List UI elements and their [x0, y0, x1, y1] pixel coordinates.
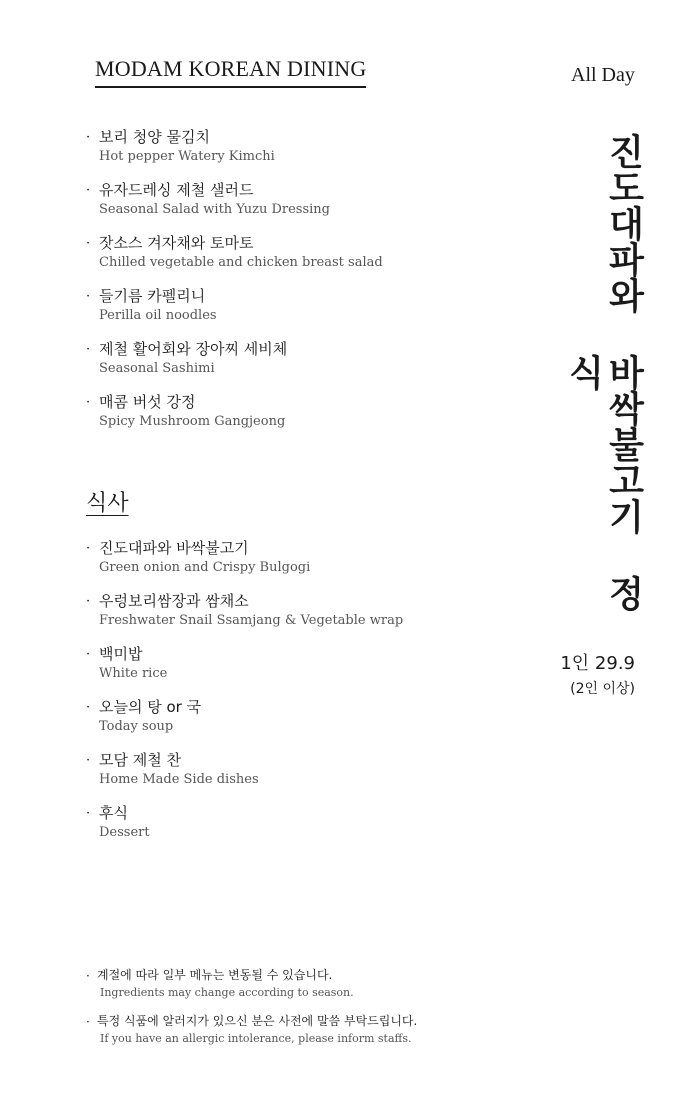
bullet: ·	[86, 1015, 90, 1029]
dish-name-en: Dessert	[99, 825, 150, 840]
list-item	[86, 127, 486, 180]
dish-name-en: Chilled vegetable and chicken breast salad	[99, 255, 383, 270]
dish-name-ko: 들기름 카펠리니	[99, 287, 206, 305]
list-item	[86, 538, 486, 591]
dish-name-en: Spicy Mushroom Gangjeong	[99, 414, 286, 429]
list-item	[86, 392, 486, 445]
starters-list	[86, 127, 486, 445]
meal-list	[86, 538, 486, 856]
list-item	[86, 339, 486, 392]
dish-name-ko: 유자드레싱 제철 샐러드	[99, 181, 254, 199]
bullet: ·	[86, 342, 91, 357]
bullet: ·	[86, 183, 91, 198]
dish-name-en: Green onion and Crispy Bulgogi	[99, 560, 311, 575]
note-ko: 특정 식품에 알러지가 있으신 분은 사전에 말씀 부탁드립니다.	[97, 1014, 418, 1028]
dish-name-ko: 매콤 버섯 강정	[99, 393, 196, 411]
list-item	[86, 750, 486, 803]
dish-name-ko: 모담 제철 찬	[99, 751, 181, 769]
set-menu-title: 진도대파와 바싹불고기 정식	[563, 133, 644, 611]
note-en: If you have an allergic intolerance, please inform staffs.	[100, 1032, 412, 1045]
price-per-person: 1인 29.9	[560, 653, 635, 674]
dish-name-en: Seasonal Sashimi	[99, 361, 215, 376]
dish-name-ko: 제철 활어회와 장아찌 세비체	[99, 340, 288, 358]
dish-name-en: Perilla oil noodles	[99, 308, 217, 323]
dish-name-en: White rice	[99, 666, 168, 681]
dish-name-en: Today soup	[99, 719, 174, 734]
list-item	[86, 697, 486, 750]
restaurant-name: MODAM KOREAN DINING	[95, 56, 366, 88]
note-en: Ingredients may change according to season.	[100, 986, 354, 999]
bullet: ·	[86, 395, 91, 410]
list-item	[86, 644, 486, 697]
list-item	[86, 286, 486, 339]
dish-name-en: Seasonal Salad with Yuzu Dressing	[99, 202, 330, 217]
footer-notes	[86, 967, 506, 1059]
section-heading-meal: 식사	[86, 491, 129, 516]
dish-name-ko: 진도대파와 바싹불고기	[99, 539, 249, 557]
dish-name-en: Hot pepper Watery Kimchi	[99, 149, 275, 164]
bullet: ·	[86, 969, 90, 983]
list-item	[86, 233, 486, 286]
dish-name-ko: 보리 청양 물김치	[99, 128, 210, 146]
list-item	[86, 591, 486, 644]
note-item	[86, 1013, 506, 1059]
note-ko: 계절에 따라 일부 메뉴는 변동될 수 있습니다.	[97, 968, 333, 982]
dish-name-ko: 우렁보리쌈장과 쌈채소	[99, 592, 249, 610]
bullet: ·	[86, 700, 91, 715]
dish-name-ko: 후식	[99, 804, 128, 822]
dish-name-en: Home Made Side dishes	[99, 772, 259, 787]
bullet: ·	[86, 753, 91, 768]
bullet: ·	[86, 541, 91, 556]
list-item	[86, 803, 486, 856]
bullet: ·	[86, 647, 91, 662]
bullet: ·	[86, 594, 91, 609]
bullet: ·	[86, 806, 91, 821]
dish-name-ko: 백미밥	[99, 645, 143, 663]
price-condition: (2인 이상)	[570, 681, 635, 697]
note-item	[86, 967, 506, 1013]
dish-name-ko: 잣소스 겨자채와 토마토	[99, 234, 254, 252]
bullet: ·	[86, 236, 91, 251]
bullet: ·	[86, 289, 91, 304]
dish-name-en: Freshwater Snail Ssamjang & Vegetable wrap	[99, 613, 404, 628]
dish-name-ko: 오늘의 탕 or 국	[99, 698, 202, 716]
list-item	[86, 180, 486, 233]
bullet: ·	[86, 130, 91, 145]
service-period: All Day	[571, 64, 635, 86]
